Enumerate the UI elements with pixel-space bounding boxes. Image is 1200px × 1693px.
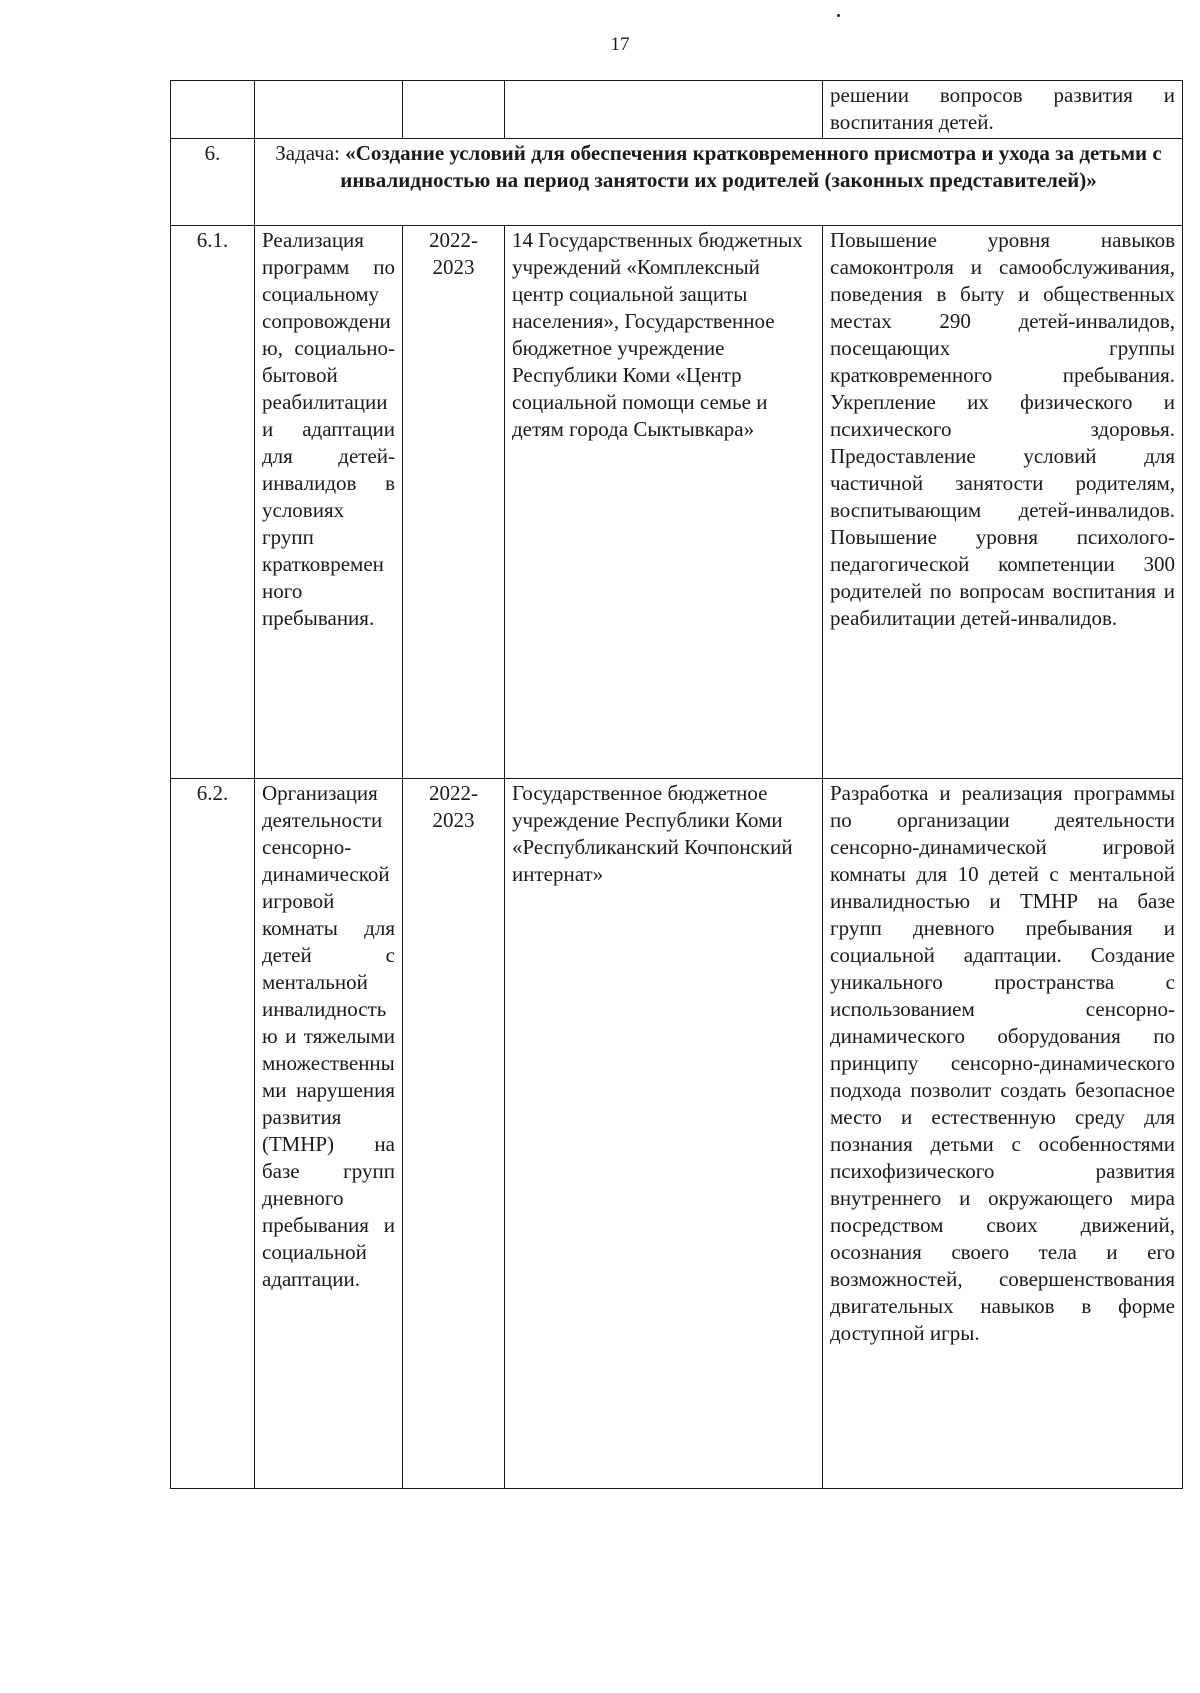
- executor-text: 14 Государственных бюджетных учреждений «Комплексный центр социальной защиты населения», Государственное бюджетное учреждение Республики Коми «Центр социальной помощи семье и детям города Сыктывкара»: [505, 226, 823, 779]
- period-text: 2022-2023: [403, 779, 505, 1489]
- task-title: «Создание условий для обеспечения кратковременного присмотра и ухода за детьми с инвалидностью на период занятости их родителей (законных представителей)»: [340, 141, 1162, 192]
- activity-text: Организация деятельности сенсорно-динамической игровой комнаты для детей с ментальной инвалидностью и тяжелыми множественными нарушения развития (ТМНР) на базе групп дневного пребывания и социальной адаптации.: [255, 779, 403, 1489]
- activity-cell: [255, 81, 403, 139]
- table-row: [171, 779, 1183, 1489]
- activity-text: Реализация программ по социальному сопровождению, социально-бытовой реабилитации и адаптации для детей-инвалидов в условиях групп кратковременного пребывания.: [255, 226, 403, 779]
- scan-speck: [837, 14, 840, 17]
- row-number: 6.2.: [171, 779, 255, 1489]
- row-number: 6.1.: [171, 226, 255, 779]
- task-number: 6.: [171, 139, 255, 226]
- result-text: Повышение уровня навыков самоконтроля и самообслуживания, поведения в быту и общественных местах 290 детей-инвалидов, посещающих группы кратковременного пребывания. Укрепление их физического и психического здоровья. Предоставление условий для частичной занятости родителям, воспитывающим детей-инвалидов. Повышение уровня психолого-педагогической компетенции 300 родителей по вопросам воспитания и реабилитации детей-инвалидов.: [823, 226, 1183, 779]
- num-cell: [171, 81, 255, 139]
- executor-text: Государственное бюджетное учреждение Республики Коми «Республиканский Кочпонский интернат»: [505, 779, 823, 1489]
- task-title-cell: [255, 139, 1183, 226]
- period-text: 2022-2023: [403, 226, 505, 779]
- table-row: [171, 226, 1183, 779]
- measures-table: [170, 80, 1183, 1489]
- task-prefix: Задача:: [275, 141, 346, 165]
- result-text: Разработка и реализация программы по организации деятельности сенсорно-динамической игровой комнаты для 10 детей с ментальной инвалидностью и ТМНР на базе групп дневного пребывания и социальной адаптации. Создание уникального пространства с использованием сенсорно-динамического оборудования по принципу сенсорно-динамического подхода позволит создать безопасное место и естественную среду для познания детьми с особенностями психофизического развития внутреннего и окружающего мира посредством своих движений, осознания своего тела и его возможностей, совершенствования двигательных навыков в форме доступной игры.: [823, 779, 1183, 1489]
- table-row-continued: [171, 81, 1183, 139]
- executor-cell: [505, 81, 823, 139]
- page-number: 17: [610, 34, 630, 55]
- period-cell: [403, 81, 505, 139]
- result-cell: решении вопросов развития и воспитания детей.: [823, 81, 1183, 139]
- task-row: [171, 139, 1183, 226]
